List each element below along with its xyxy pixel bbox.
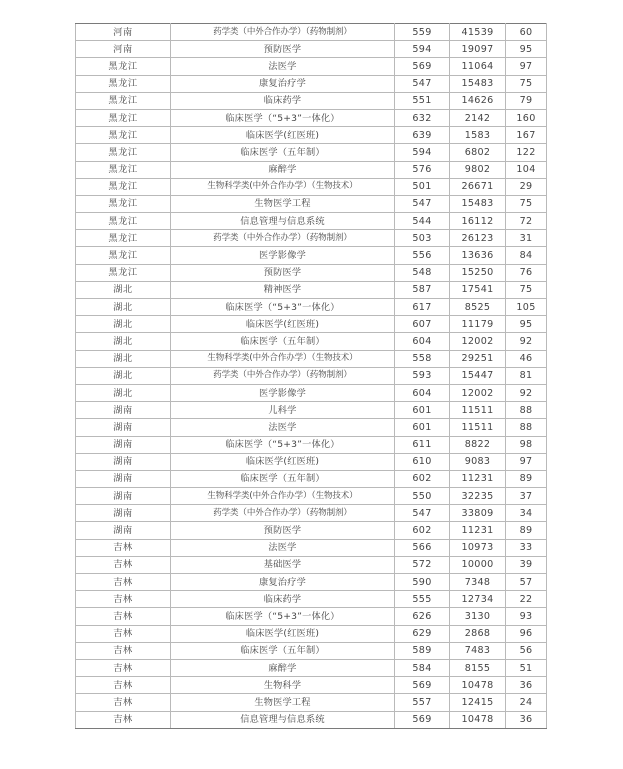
cell-province: 吉林 <box>76 591 171 608</box>
cell-major: 麻醉学 <box>171 161 395 178</box>
table-row <box>76 625 547 642</box>
cell-count: 104 <box>506 161 547 178</box>
cell-score: 556 <box>395 247 450 264</box>
cell-province: 湖北 <box>76 299 171 316</box>
cell-rank: 12002 <box>450 384 506 401</box>
admission-score-table-body <box>76 24 547 729</box>
table-row <box>76 642 547 659</box>
cell-count: 88 <box>506 402 547 419</box>
cell-major: 基础医学 <box>171 556 395 573</box>
cell-count: 105 <box>506 299 547 316</box>
cell-score: 557 <box>395 694 450 711</box>
cell-score: 555 <box>395 591 450 608</box>
cell-count: 92 <box>506 384 547 401</box>
cell-score: 593 <box>395 367 450 384</box>
table-row <box>76 470 547 487</box>
cell-rank: 19097 <box>450 41 506 58</box>
table-row <box>76 247 547 264</box>
cell-count: 22 <box>506 591 547 608</box>
table-row <box>76 144 547 161</box>
cell-count: 97 <box>506 58 547 75</box>
cell-rank: 11511 <box>450 402 506 419</box>
cell-rank: 12734 <box>450 591 506 608</box>
cell-province: 湖南 <box>76 402 171 419</box>
cell-major: 医学影像学 <box>171 384 395 401</box>
cell-score: 589 <box>395 642 450 659</box>
cell-count: 95 <box>506 41 547 58</box>
cell-count: 97 <box>506 453 547 470</box>
cell-count: 39 <box>506 556 547 573</box>
cell-major: 信息管理与信息系统 <box>171 213 395 230</box>
cell-major: 药学类（中外合作办学）（药物制剂） <box>171 230 395 247</box>
admission-score-table <box>75 23 547 729</box>
cell-count: 37 <box>506 488 547 505</box>
cell-count: 79 <box>506 92 547 109</box>
cell-score: 639 <box>395 127 450 144</box>
table-row <box>76 75 547 92</box>
cell-score: 587 <box>395 281 450 298</box>
cell-major: 儿科学 <box>171 402 395 419</box>
cell-major: 临床药学 <box>171 591 395 608</box>
cell-count: 56 <box>506 642 547 659</box>
cell-count: 31 <box>506 230 547 247</box>
cell-major: 药学类（中外合作办学）（药物制剂） <box>171 505 395 522</box>
cell-count: 75 <box>506 75 547 92</box>
cell-major: 药学类（中外合作办学）（药物制剂） <box>171 24 395 41</box>
cell-rank: 29251 <box>450 350 506 367</box>
cell-major: 法医学 <box>171 58 395 75</box>
table-row <box>76 178 547 195</box>
cell-score: 550 <box>395 488 450 505</box>
cell-province: 河南 <box>76 41 171 58</box>
cell-score: 547 <box>395 75 450 92</box>
cell-province: 黑龙江 <box>76 109 171 126</box>
cell-count: 29 <box>506 178 547 195</box>
cell-count: 81 <box>506 367 547 384</box>
cell-score: 604 <box>395 333 450 350</box>
cell-province: 吉林 <box>76 711 171 728</box>
table-row <box>76 488 547 505</box>
cell-province: 湖北 <box>76 384 171 401</box>
table-row <box>76 419 547 436</box>
cell-major: 临床药学 <box>171 92 395 109</box>
cell-major: 生物科学类(中外合作办学）（生物技术） <box>171 350 395 367</box>
cell-major: 生物医学工程 <box>171 694 395 711</box>
table-row <box>76 92 547 109</box>
table-row <box>76 161 547 178</box>
cell-major: 临床医学（“5+3”一体化） <box>171 608 395 625</box>
table-row <box>76 213 547 230</box>
cell-score: 601 <box>395 402 450 419</box>
cell-count: 75 <box>506 195 547 212</box>
cell-count: 89 <box>506 522 547 539</box>
table-row <box>76 109 547 126</box>
cell-major: 生物科学 <box>171 677 395 694</box>
cell-score: 594 <box>395 144 450 161</box>
cell-rank: 26123 <box>450 230 506 247</box>
cell-count: 24 <box>506 694 547 711</box>
table-row <box>76 127 547 144</box>
cell-major: 信息管理与信息系统 <box>171 711 395 728</box>
cell-score: 569 <box>395 677 450 694</box>
cell-rank: 15483 <box>450 75 506 92</box>
cell-rank: 7348 <box>450 574 506 591</box>
cell-major: 康复治疗学 <box>171 574 395 591</box>
table-row <box>76 556 547 573</box>
cell-major: 临床医学（“5+3”一体化） <box>171 109 395 126</box>
cell-province: 黑龙江 <box>76 144 171 161</box>
cell-score: 611 <box>395 436 450 453</box>
cell-score: 590 <box>395 574 450 591</box>
cell-major: 临床医学(红医班) <box>171 316 395 333</box>
cell-count: 33 <box>506 539 547 556</box>
cell-rank: 15447 <box>450 367 506 384</box>
cell-province: 湖南 <box>76 419 171 436</box>
table-row <box>76 299 547 316</box>
cell-province: 湖南 <box>76 470 171 487</box>
cell-province: 吉林 <box>76 574 171 591</box>
cell-major: 预防医学 <box>171 41 395 58</box>
cell-score: 601 <box>395 419 450 436</box>
table-row <box>76 591 547 608</box>
table-row <box>76 659 547 676</box>
cell-province: 吉林 <box>76 677 171 694</box>
cell-province: 吉林 <box>76 556 171 573</box>
cell-province: 湖南 <box>76 522 171 539</box>
cell-count: 93 <box>506 608 547 625</box>
cell-score: 607 <box>395 316 450 333</box>
table-row <box>76 453 547 470</box>
cell-major: 临床医学(红医班) <box>171 127 395 144</box>
cell-province: 湖南 <box>76 453 171 470</box>
cell-rank: 9083 <box>450 453 506 470</box>
cell-count: 76 <box>506 264 547 281</box>
cell-rank: 32235 <box>450 488 506 505</box>
cell-score: 584 <box>395 659 450 676</box>
cell-score: 632 <box>395 109 450 126</box>
cell-major: 康复治疗学 <box>171 75 395 92</box>
cell-province: 湖南 <box>76 488 171 505</box>
cell-province: 吉林 <box>76 659 171 676</box>
table-row <box>76 694 547 711</box>
cell-score: 572 <box>395 556 450 573</box>
cell-rank: 15250 <box>450 264 506 281</box>
table-row <box>76 574 547 591</box>
cell-score: 548 <box>395 264 450 281</box>
table-row <box>76 264 547 281</box>
cell-count: 34 <box>506 505 547 522</box>
cell-rank: 2868 <box>450 625 506 642</box>
cell-rank: 12002 <box>450 333 506 350</box>
cell-score: 569 <box>395 58 450 75</box>
cell-count: 160 <box>506 109 547 126</box>
cell-score: 569 <box>395 711 450 728</box>
cell-score: 626 <box>395 608 450 625</box>
cell-major: 临床医学（“5+3”一体化） <box>171 299 395 316</box>
cell-province: 黑龙江 <box>76 213 171 230</box>
cell-score: 594 <box>395 41 450 58</box>
cell-rank: 3130 <box>450 608 506 625</box>
cell-major: 临床医学（五年制） <box>171 642 395 659</box>
cell-major: 法医学 <box>171 539 395 556</box>
cell-rank: 16112 <box>450 213 506 230</box>
cell-major: 法医学 <box>171 419 395 436</box>
cell-major: 临床医学（五年制） <box>171 144 395 161</box>
cell-score: 629 <box>395 625 450 642</box>
cell-province: 黑龙江 <box>76 92 171 109</box>
cell-province: 吉林 <box>76 694 171 711</box>
cell-province: 黑龙江 <box>76 161 171 178</box>
cell-rank: 41539 <box>450 24 506 41</box>
cell-score: 602 <box>395 522 450 539</box>
cell-rank: 8822 <box>450 436 506 453</box>
cell-rank: 6802 <box>450 144 506 161</box>
cell-rank: 17541 <box>450 281 506 298</box>
cell-major: 临床医学（五年制） <box>171 333 395 350</box>
cell-score: 551 <box>395 92 450 109</box>
cell-score: 544 <box>395 213 450 230</box>
cell-major: 精神医学 <box>171 281 395 298</box>
cell-major: 生物科学类(中外合作办学）（生物技术） <box>171 178 395 195</box>
cell-province: 湖北 <box>76 367 171 384</box>
cell-count: 36 <box>506 677 547 694</box>
cell-rank: 10973 <box>450 539 506 556</box>
cell-province: 河南 <box>76 24 171 41</box>
cell-major: 药学类（中外合作办学）（药物制剂） <box>171 367 395 384</box>
cell-province: 湖北 <box>76 316 171 333</box>
table-row <box>76 24 547 41</box>
cell-province: 黑龙江 <box>76 127 171 144</box>
cell-rank: 15483 <box>450 195 506 212</box>
table-row <box>76 711 547 728</box>
table-row <box>76 41 547 58</box>
cell-province: 黑龙江 <box>76 195 171 212</box>
cell-score: 558 <box>395 350 450 367</box>
cell-count: 51 <box>506 659 547 676</box>
cell-rank: 14626 <box>450 92 506 109</box>
cell-province: 黑龙江 <box>76 230 171 247</box>
cell-rank: 7483 <box>450 642 506 659</box>
cell-rank: 12415 <box>450 694 506 711</box>
admission-score-table-container <box>75 23 546 729</box>
table-row <box>76 333 547 350</box>
cell-score: 602 <box>395 470 450 487</box>
cell-rank: 2142 <box>450 109 506 126</box>
table-row <box>76 505 547 522</box>
cell-count: 96 <box>506 625 547 642</box>
cell-score: 604 <box>395 384 450 401</box>
cell-rank: 11231 <box>450 470 506 487</box>
cell-rank: 10478 <box>450 677 506 694</box>
cell-score: 501 <box>395 178 450 195</box>
cell-score: 617 <box>395 299 450 316</box>
cell-rank: 8525 <box>450 299 506 316</box>
cell-major: 医学影像学 <box>171 247 395 264</box>
table-row <box>76 436 547 453</box>
cell-count: 98 <box>506 436 547 453</box>
cell-province: 吉林 <box>76 625 171 642</box>
cell-rank: 11064 <box>450 58 506 75</box>
cell-province: 吉林 <box>76 608 171 625</box>
cell-count: 167 <box>506 127 547 144</box>
cell-rank: 33809 <box>450 505 506 522</box>
cell-count: 95 <box>506 316 547 333</box>
cell-score: 566 <box>395 539 450 556</box>
cell-score: 576 <box>395 161 450 178</box>
cell-province: 湖北 <box>76 350 171 367</box>
cell-count: 88 <box>506 419 547 436</box>
cell-count: 92 <box>506 333 547 350</box>
cell-major: 临床医学(红医班) <box>171 625 395 642</box>
cell-province: 湖北 <box>76 333 171 350</box>
cell-major: 临床医学（“5+3”一体化） <box>171 436 395 453</box>
table-row <box>76 608 547 625</box>
cell-rank: 13636 <box>450 247 506 264</box>
cell-count: 89 <box>506 470 547 487</box>
cell-province: 黑龙江 <box>76 247 171 264</box>
cell-province: 黑龙江 <box>76 75 171 92</box>
cell-count: 75 <box>506 281 547 298</box>
table-row <box>76 522 547 539</box>
cell-count: 46 <box>506 350 547 367</box>
cell-rank: 11511 <box>450 419 506 436</box>
table-row <box>76 58 547 75</box>
cell-count: 84 <box>506 247 547 264</box>
cell-rank: 9802 <box>450 161 506 178</box>
cell-score: 503 <box>395 230 450 247</box>
table-row <box>76 367 547 384</box>
cell-count: 60 <box>506 24 547 41</box>
table-row <box>76 281 547 298</box>
cell-score: 547 <box>395 505 450 522</box>
table-row <box>76 316 547 333</box>
cell-major: 预防医学 <box>171 522 395 539</box>
cell-rank: 10478 <box>450 711 506 728</box>
cell-major: 临床医学（五年制） <box>171 470 395 487</box>
cell-province: 黑龙江 <box>76 58 171 75</box>
cell-rank: 11179 <box>450 316 506 333</box>
cell-province: 吉林 <box>76 642 171 659</box>
cell-major: 预防医学 <box>171 264 395 281</box>
cell-rank: 8155 <box>450 659 506 676</box>
cell-score: 559 <box>395 24 450 41</box>
cell-major: 临床医学(红医班) <box>171 453 395 470</box>
cell-major: 生物医学工程 <box>171 195 395 212</box>
cell-count: 57 <box>506 574 547 591</box>
table-row <box>76 230 547 247</box>
cell-province: 湖南 <box>76 505 171 522</box>
cell-province: 黑龙江 <box>76 264 171 281</box>
cell-score: 610 <box>395 453 450 470</box>
table-row <box>76 350 547 367</box>
cell-major: 生物科学类(中外合作办学）（生物技术） <box>171 488 395 505</box>
cell-rank: 1583 <box>450 127 506 144</box>
cell-province: 湖北 <box>76 281 171 298</box>
table-row <box>76 402 547 419</box>
cell-province: 湖南 <box>76 436 171 453</box>
table-row <box>76 384 547 401</box>
cell-rank: 26671 <box>450 178 506 195</box>
cell-province: 吉林 <box>76 539 171 556</box>
cell-rank: 11231 <box>450 522 506 539</box>
cell-count: 122 <box>506 144 547 161</box>
cell-count: 36 <box>506 711 547 728</box>
table-row <box>76 539 547 556</box>
cell-major: 麻醉学 <box>171 659 395 676</box>
cell-province: 黑龙江 <box>76 178 171 195</box>
cell-score: 547 <box>395 195 450 212</box>
table-row <box>76 195 547 212</box>
cell-rank: 10000 <box>450 556 506 573</box>
table-row <box>76 677 547 694</box>
cell-count: 72 <box>506 213 547 230</box>
